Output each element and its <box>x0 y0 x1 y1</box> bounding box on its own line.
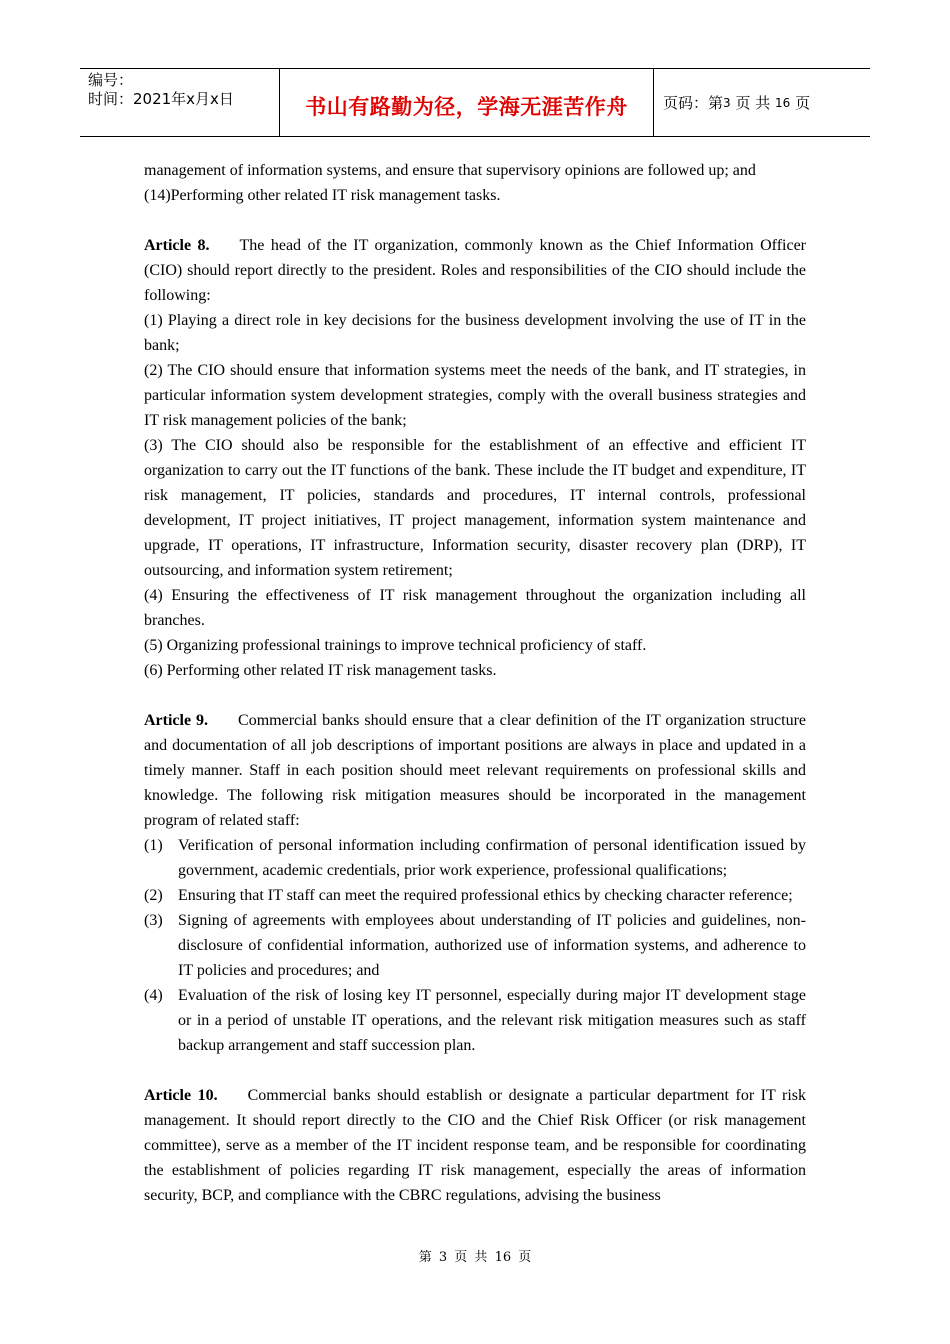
intro-line-1: management of information systems, and ensure that supervisory opinions are followed up; and <box>144 162 756 179</box>
article-10-heading: Article 10. <box>144 1087 218 1104</box>
time-label: 时间：2021年x月x日 <box>88 90 234 108</box>
header-meta <box>80 69 280 136</box>
article-8-item-2: (2) The CIO should ensure that information systems meet the needs of the bank, and IT strategies, in particular information system development strategies, comply with the overall business strategies and IT risk management policies of the bank; <box>144 362 806 429</box>
article-9-item-1 <box>144 833 806 883</box>
article-9-item-4 <box>144 983 806 1058</box>
serial-label: 编号： <box>88 71 134 89</box>
list-text: Ensuring that IT staff can meet the required professional ethics by checking character reference; <box>178 887 793 904</box>
article-9-item-3 <box>144 908 806 983</box>
list-text: Verification of personal information including confirmation of personal identification issued by government, academic credentials, prior work experience, professional qualifications; <box>178 837 806 879</box>
list-number: (4) <box>144 987 163 1004</box>
header-motto-cell <box>280 69 654 136</box>
footer-total-pages: 16 <box>494 1250 512 1265</box>
article-10 <box>144 1083 806 1208</box>
article-9-item-2 <box>144 883 806 908</box>
intro-line-2: (14)Performing other related IT risk management tasks. <box>144 187 501 204</box>
article-8-item-1: (1) Playing a direct role in key decisions for the business development involving the use of IT in the bank; <box>144 312 806 354</box>
article-8-item-5: (5) Organizing professional trainings to improve technical proficiency of staff. <box>144 637 647 654</box>
article-8-item-4: (4) Ensuring the effectiveness of IT risk management throughout the organization including all branches. <box>144 587 806 629</box>
article-8 <box>144 233 806 308</box>
header-page-info <box>654 69 870 136</box>
article-8-item-6: (6) Performing other related IT risk management tasks. <box>144 662 497 679</box>
article-9-text: Commercial banks should ensure that a clear definition of the IT organization structure and documentation of all job descriptions of important positions are always in place and updated in a timely manner. Staff in each position should meet relevant requirements on professional skills and knowledge. The following risk mitigation measures should be incorporated in the management program of related staff: <box>144 712 806 829</box>
article-10-text: Commercial banks should establish or designate a particular department for IT risk management. It should report directly to the CIO and the Chief Risk Officer (or risk management committee), serve as a member of the IT incident response team, and be responsible for coordinating the establishment of policies regarding IT risk management, especially the areas of information security, BCP, and compliance with the CBRC regulations, advising the business <box>144 1087 807 1204</box>
page-label-suffix: 页 <box>795 94 811 112</box>
page-footer <box>0 1246 950 1265</box>
article-8-item-3: (3) The CIO should also be responsible for the establishment of an effective and efficient IT organization to carry out the IT functions of the bank. These include the IT budget and expenditure, IT risk management, IT policies, standards and procedures, IT internal controls, professional development, IT project initiatives, IT project management, information system maintenance and upgrade, IT operations, IT infrastructure, Information security, disaster recovery plan (DRP), IT outsourcing, and information system retirement; <box>144 437 806 579</box>
article-9 <box>144 708 806 833</box>
page-label-mid: 页 共 <box>735 94 771 112</box>
article-9-heading: Article 9. <box>144 712 209 729</box>
page-header <box>80 68 870 137</box>
page-current: 3 <box>723 95 731 110</box>
footer-prefix: 第 <box>418 1250 432 1265</box>
article-8-heading: Article 8. <box>144 237 210 254</box>
footer-current-page: 3 <box>438 1250 448 1265</box>
page-label-prefix: 页码：第 <box>663 94 724 112</box>
header-motto: 书山有路勤为径，学海无涯苦作舟 <box>305 94 628 119</box>
list-number: (3) <box>144 912 163 929</box>
list-number: (2) <box>144 887 163 904</box>
page-total: 16 <box>775 95 791 110</box>
article-8-text: The head of the IT organization, commonly known as the Chief Information Officer (CIO) should report directly to the president. Roles and responsibilities of the CIO should include the following: <box>144 237 807 304</box>
footer-mid: 页 共 <box>454 1250 488 1265</box>
list-text: Evaluation of the risk of losing key IT personnel, especially during major IT development stage or in a period of unstable IT operations, and the relevant risk mitigation measures such as staff backup arrangement and staff succession plan. <box>178 987 806 1054</box>
footer-suffix: 页 <box>518 1250 532 1265</box>
list-text: Signing of agreements with employees about understanding of IT policies and guidelines, non-disclosure of confidential information, authorized use of information systems, and adherence to IT policies and procedures; and <box>178 912 806 979</box>
list-number: (1) <box>144 837 163 854</box>
document-body <box>144 158 806 1208</box>
